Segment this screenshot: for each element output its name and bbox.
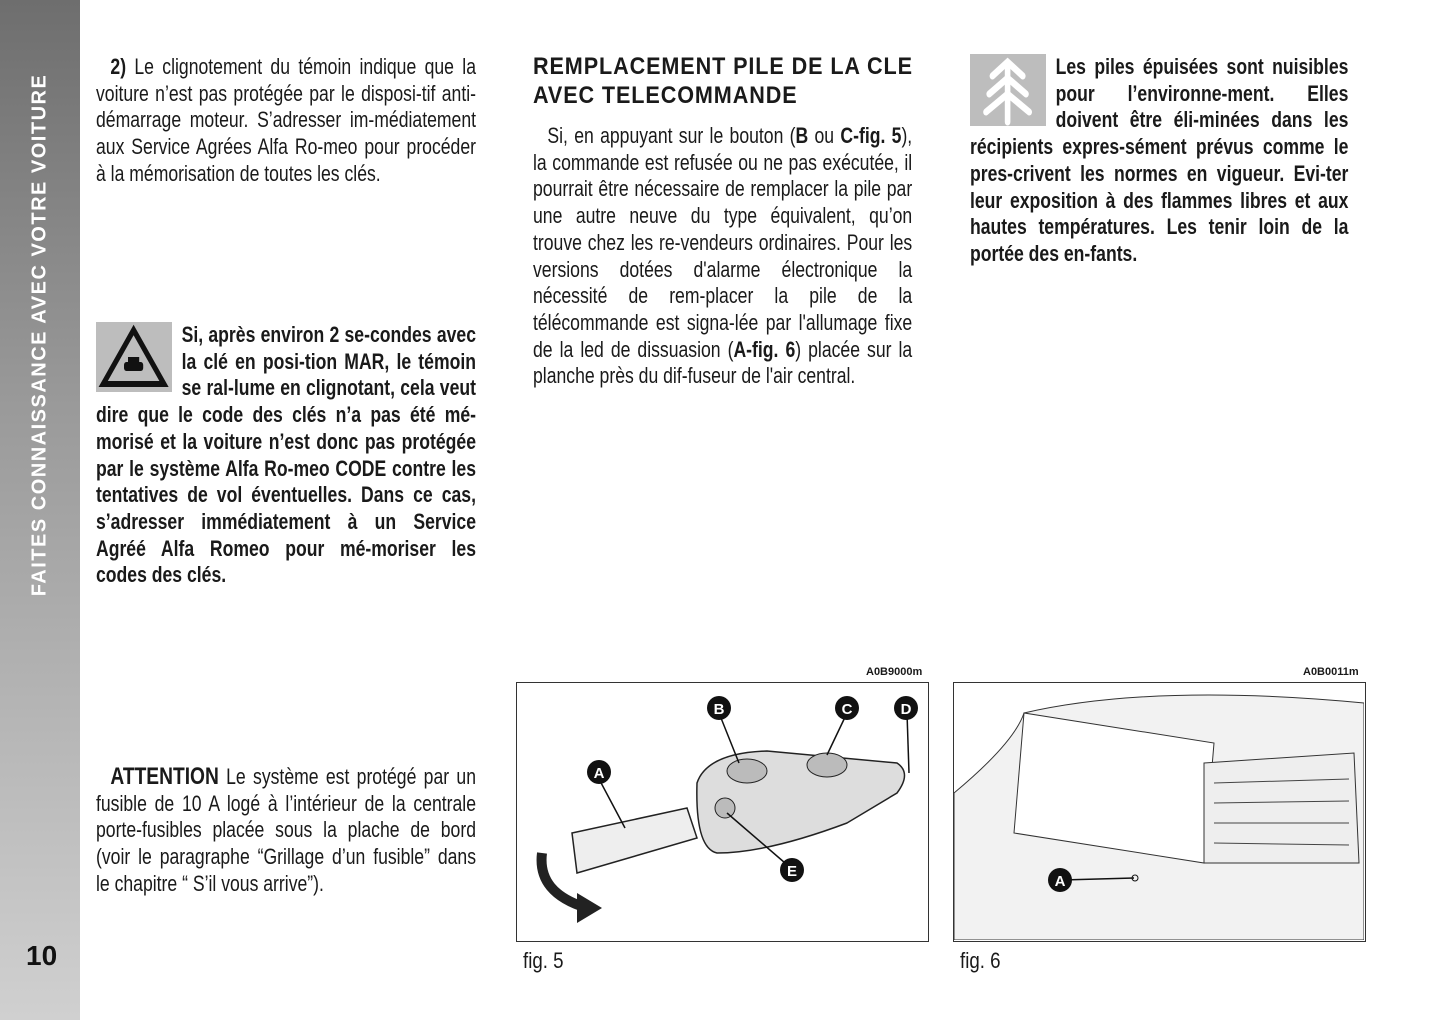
text: ), la commande est refusée ou ne pas exécutée, il pourrait être nécessaire de remplacer la pile par une autre neuve du type équivalent, qu’on trouve chez les re-vendeurs ordinaires. Pour les versions dotées d'alarme électronique la nécessité de rem-placer la pile de la télécommande est signa-lée par l'allumage fixe de la led de dissuasion ( <box>533 123 913 362</box>
note-number: 2) <box>110 54 127 79</box>
ref-fig5: C-fig. 5 <box>840 123 902 148</box>
warning-triangle-icon <box>96 322 172 392</box>
paragraph-text: Le clignotement du témoin indique que la voiture n’est pas protégée par le disposi-tif anti-démarrage moteur. S’adresser im-médiatement aux Service Agrées Alfa Ro-meo pour procéder à la mémorisation de toutes les clés. <box>96 54 477 186</box>
section-heading: REMPLACEMENT PILE DE LA CLE AVEC TELECOMMANDE <box>533 53 913 109</box>
attention-text: Le système est protégé par un fusible de 10 A logé à l’intérieur de la centrale porte-fusibles placée sous la plache de bord (voir le paragraphe “Grillage d’un fusible” dans le chapitre “ S’il vous arrive”). <box>96 764 476 896</box>
text: ) placée sur la planche près du dif-fuseur de l'air central. <box>533 336 913 389</box>
callout-d: D <box>900 701 912 718</box>
environment-tree-icon <box>970 54 1046 126</box>
callout-e: E <box>786 863 798 880</box>
warning-block <box>96 322 476 589</box>
text: ou <box>808 123 841 148</box>
text: Si, en appuyant sur le bouton ( <box>547 123 796 148</box>
figure-5-key <box>516 682 929 942</box>
paragraph-2 <box>96 54 476 188</box>
callout-a: A <box>1054 873 1066 890</box>
side-tab <box>0 0 80 1020</box>
warning-text: Si, après environ 2 se-condes avec la clé en posi-tion MAR, le témoin se ral-lume en clignotant, cela veut dire que le code des clés n’a pas été mé-morisé et la voiture n’est donc pas protégée par le système Alfa Ro-meo CODE contre les tentatives de vol éventuelles. Dans ce cas, s’adresser immédiatement à un Service Agréé Alfa Romeo pour mé-moriser les codes des clés. <box>96 322 476 588</box>
attention-block <box>96 764 476 898</box>
ref-fig6: A-fig. 6 <box>733 336 796 362</box>
ref-b: B <box>795 123 809 148</box>
figure-caption: fig. 5 <box>523 948 564 973</box>
figure-code: A0B9000m <box>866 666 923 678</box>
page-number: 10 <box>26 940 58 971</box>
battery-paragraph <box>533 123 912 390</box>
environment-text: Les piles épuisées sont nuisibles pour l’environne-ment. Elles doivent être éli-minées dans les récipients expres-sément prévus comme le pres-crivent les normes en vigueur. Evi-ter leur exposition à des flammes libres et aux hautes températures. Les tenir loin de la portée des en-fants. <box>970 54 1349 266</box>
callout-a: A <box>593 765 605 782</box>
chapter-title: FAITES CONNAISSANCE AVEC VOTRE VOITURE <box>28 73 51 597</box>
figure-6-dashboard <box>953 682 1366 942</box>
callout-c: C <box>841 701 853 718</box>
attention-label: ATTENTION <box>110 763 219 790</box>
figure-code: A0B0011m <box>1303 666 1359 678</box>
callout-b: B <box>713 701 725 718</box>
environment-block <box>970 54 1348 268</box>
figure-caption: fig. 6 <box>960 948 1001 973</box>
